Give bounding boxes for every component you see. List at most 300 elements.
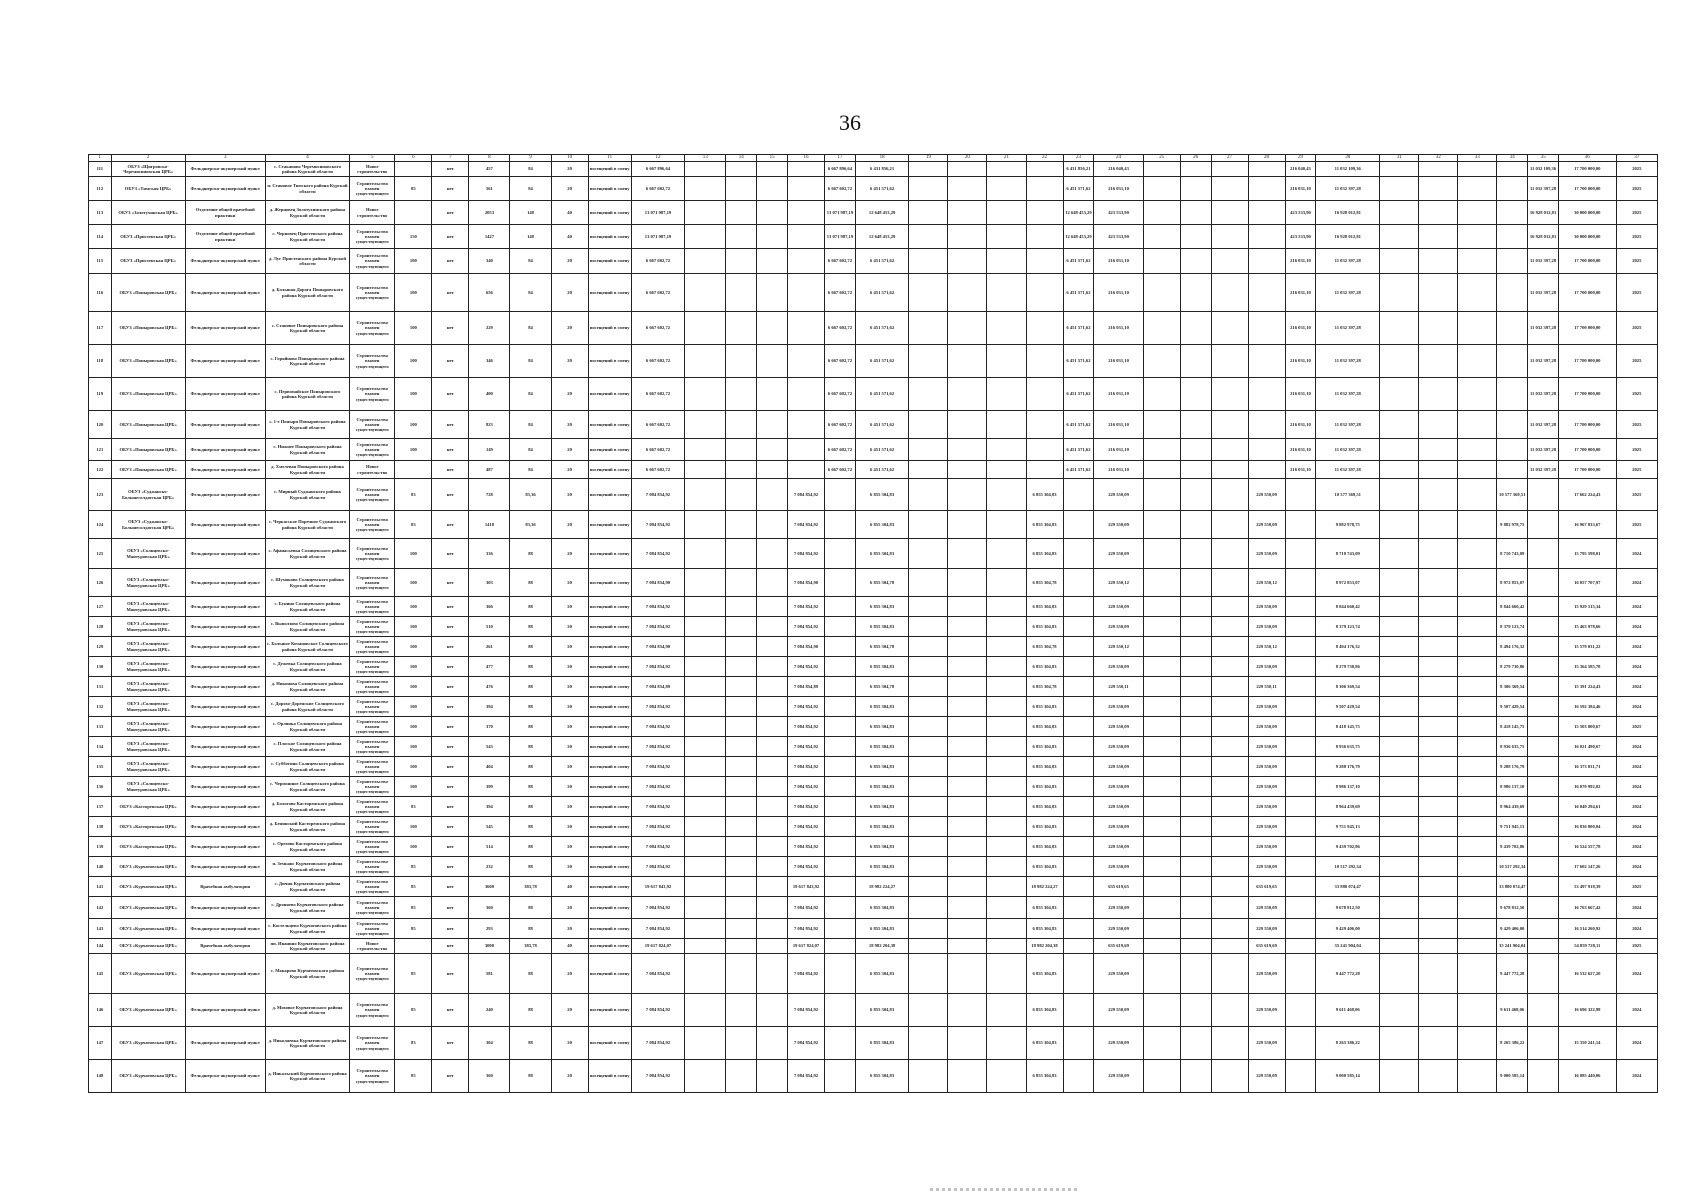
table-cell: [1380, 817, 1419, 837]
table-cell: [825, 939, 856, 954]
table-cell: 88: [510, 569, 551, 597]
table-cell: 2025: [1616, 177, 1657, 201]
table-cell: 17 700 000,00: [1559, 461, 1617, 479]
table-cell: 84: [510, 312, 551, 345]
table-cell: [987, 461, 1026, 479]
table-cell: [1528, 857, 1559, 877]
table-cell: 6 667 602,72: [825, 411, 856, 439]
table-cell: 229 550,09: [1248, 954, 1285, 994]
table-cell: [1063, 677, 1094, 697]
table-cell: [1380, 677, 1419, 697]
table-cell: [987, 539, 1026, 569]
table-cell: [1211, 994, 1248, 1027]
investment-table-sheet: [88, 154, 1658, 1093]
table-cell: [1180, 162, 1211, 177]
table-cell: Фельдшерско-акушерский пункт: [185, 637, 265, 657]
column-number-10: 10: [551, 155, 588, 162]
table-cell: [1380, 201, 1419, 225]
table-cell: [788, 345, 825, 378]
table-cell: 8 279 730,86: [1497, 657, 1528, 677]
table-cell: 360: [469, 897, 510, 919]
table-cell: Врачебная амбулатория: [185, 939, 265, 954]
table-cell: 457: [469, 162, 510, 177]
table-cell: 8 844 660,42: [1316, 597, 1380, 617]
table-cell: 2024: [1616, 637, 1657, 657]
table-cell: 7 084 854,92: [788, 919, 825, 939]
table-cell: 7 084 854,92: [788, 897, 825, 919]
table-cell: 6 451 571,62: [1063, 249, 1094, 274]
table-cell: 400: [469, 378, 510, 411]
table-cell: Фельдшерско-акушерский пункт: [185, 249, 265, 274]
table-cell: [1458, 757, 1497, 777]
table-cell: [788, 162, 825, 177]
table-cell: Новое строительство: [350, 162, 395, 177]
table-cell: 16 763 667,42: [1559, 897, 1617, 919]
table-cell: [987, 177, 1026, 201]
table-cell: 9 447 772,28: [1316, 954, 1380, 994]
table-cell: посещений в смену: [588, 1060, 631, 1093]
table-cell: 6 667 602,72: [631, 439, 684, 461]
table-cell: 8 379 123,74: [1497, 617, 1528, 637]
table-cell: [1211, 274, 1248, 312]
table-cell: Строительство взамен существующего: [350, 378, 395, 411]
table-cell: 2025: [1616, 225, 1657, 249]
table-cell: с. Плоское Солнцевского района Курской области: [265, 737, 349, 757]
table-cell: 88: [510, 994, 551, 1027]
table-cell: [1063, 994, 1094, 1027]
table-cell: [1026, 378, 1063, 411]
table-cell: с. Выползово Солнцевского района Курской области: [265, 617, 349, 637]
table-cell: 2024: [1616, 539, 1657, 569]
table-cell: 6 855 304,78: [855, 637, 908, 657]
table-cell: 476: [469, 677, 510, 697]
table-cell: Строительство взамен существующего: [350, 225, 395, 249]
table-cell: 6 451 571,62: [1063, 378, 1094, 411]
table-cell: [1380, 597, 1419, 617]
table-cell: нет: [432, 857, 469, 877]
table-cell: 17 700 000,00: [1559, 162, 1617, 177]
table-cell: с. Бунино Солнцевского района Курской области: [265, 597, 349, 617]
table-cell: [825, 479, 856, 511]
column-number-19: 19: [909, 155, 948, 162]
table-cell: 20: [551, 657, 588, 677]
table-cell: [825, 697, 856, 717]
table-cell: [1211, 697, 1248, 717]
table-cell: ОБУЗ «Солнцевско-Мантуровская ЦРБ»: [111, 637, 185, 657]
table-cell: 6 667 602,72: [825, 249, 856, 274]
table-cell: [1497, 345, 1528, 378]
table-cell: 8 306 369,54: [1497, 677, 1528, 697]
table-cell: нет: [432, 461, 469, 479]
column-number-6: 6: [395, 155, 432, 162]
table-cell: 229 550,09: [1248, 1060, 1285, 1093]
table-cell: 100: [395, 597, 432, 617]
table-cell: нет: [432, 345, 469, 378]
table-cell: [726, 439, 757, 461]
table-cell: [1285, 597, 1316, 617]
table-cell: [909, 919, 948, 939]
table-cell: 83,36: [510, 511, 551, 539]
table-cell: 229 550,09: [1248, 511, 1285, 539]
table-cell: 17 662 224,43: [1559, 479, 1617, 511]
table-cell: 2024: [1616, 954, 1657, 994]
table-cell: 7 084 854,90: [631, 637, 684, 657]
table-cell: 7 084 854,90: [788, 569, 825, 597]
table-cell: 16 021 490,67: [1559, 737, 1617, 757]
table-cell: посещений в смену: [588, 617, 631, 637]
table-cell: 12 648 453,29: [1063, 225, 1094, 249]
table-cell: [948, 877, 987, 897]
table-cell: 100: [395, 378, 432, 411]
table-cell: 216 040,43: [1285, 162, 1316, 177]
table-cell: [685, 439, 726, 461]
table-cell: [1458, 225, 1497, 249]
table-cell: 8 972 853,07: [1316, 569, 1380, 597]
table-cell: [726, 877, 757, 897]
table-cell: 6 451 571,62: [855, 249, 908, 274]
table-cell: 116: [89, 274, 112, 312]
table-cell: 83: [395, 797, 432, 817]
table-cell: 17 700 000,00: [1559, 378, 1617, 411]
table-cell: [1285, 511, 1316, 539]
table-cell: [1497, 225, 1528, 249]
table-cell: [1380, 797, 1419, 817]
table-cell: 543: [469, 737, 510, 757]
table-cell: 6 667 602,72: [631, 378, 684, 411]
table-cell: [1458, 897, 1497, 919]
table-cell: [1528, 617, 1559, 637]
table-cell: [1285, 539, 1316, 569]
table-cell: [987, 657, 1026, 677]
table-cell: [1458, 345, 1497, 378]
table-row: [89, 312, 1658, 345]
table-cell: [685, 617, 726, 637]
table-cell: 6 855 304,83: [855, 617, 908, 637]
table-cell: 20: [551, 411, 588, 439]
table-cell: [726, 597, 757, 617]
table-cell: 88: [510, 757, 551, 777]
table-cell: [1180, 312, 1211, 345]
table-cell: [825, 777, 856, 797]
table-cell: 143: [89, 919, 112, 939]
table-cell: 88: [510, 737, 551, 757]
table-cell: [726, 378, 757, 411]
table-cell: [1026, 345, 1063, 378]
table-cell: 7 084 854,92: [631, 857, 684, 877]
table-cell: Строительство взамен существующего: [350, 439, 395, 461]
table-cell: [948, 817, 987, 837]
table-cell: [788, 411, 825, 439]
table-cell: 216 031,10: [1094, 378, 1143, 411]
table-cell: 100: [395, 677, 432, 697]
table-cell: 2024: [1616, 777, 1657, 797]
table-cell: [948, 162, 987, 177]
table-cell: 7 084 854,92: [788, 1060, 825, 1093]
table-cell: ОБУЗ «Солнцевско-Мантуровская ЦРБ»: [111, 737, 185, 757]
table-cell: [1211, 439, 1248, 461]
table-cell: [987, 817, 1026, 837]
table-cell: посещений в смену: [588, 597, 631, 617]
table-cell: 16 928 012,81: [1528, 201, 1559, 225]
table-cell: [1419, 569, 1458, 597]
table-cell: 11 032 109,36: [1316, 162, 1380, 177]
table-cell: [987, 249, 1026, 274]
table-cell: [726, 677, 757, 697]
table-cell: 20: [551, 919, 588, 939]
table-row: [89, 274, 1658, 312]
table-cell: 20: [551, 757, 588, 777]
table-cell: посещений в смену: [588, 569, 631, 597]
table-cell: [1528, 1027, 1559, 1060]
table-cell: ОБУЗ «Суджанско-Большесолдатская ЦРБ»: [111, 511, 185, 539]
table-cell: [948, 617, 987, 637]
table-cell: 13 071 987,19: [631, 225, 684, 249]
table-cell: 229 550,09: [1248, 837, 1285, 857]
table-cell: с. Большое Кочановское Солнцевского района Курской области: [265, 637, 349, 657]
table-cell: 149: [469, 439, 510, 461]
table-cell: [1458, 817, 1497, 837]
table-cell: [1211, 461, 1248, 479]
table-cell: 20: [551, 1060, 588, 1093]
table-cell: [685, 569, 726, 597]
table-cell: 100: [395, 777, 432, 797]
table-cell: 7 084 854,92: [631, 1060, 684, 1093]
table-cell: нет: [432, 994, 469, 1027]
table-cell: 232: [469, 857, 510, 877]
table-cell: [1180, 897, 1211, 919]
table-cell: [1211, 411, 1248, 439]
table-cell: 8 972 853,07: [1497, 569, 1528, 597]
table-cell: 7 084 854,92: [631, 919, 684, 939]
table-cell: 229 550,09: [1248, 817, 1285, 837]
column-number-24: 24: [1094, 155, 1143, 162]
table-cell: [1026, 225, 1063, 249]
table-cell: [1063, 511, 1094, 539]
table-cell: [726, 737, 757, 757]
table-cell: 404: [469, 757, 510, 777]
table-row: [89, 877, 1658, 897]
table-cell: посещений в смену: [588, 411, 631, 439]
table-cell: [1180, 569, 1211, 597]
table-cell: [1497, 201, 1528, 225]
table-cell: 130: [89, 657, 112, 677]
table-cell: [1248, 274, 1285, 312]
table-cell: 6 855 304,83: [855, 857, 908, 877]
table-row: [89, 817, 1658, 837]
table-cell: [1211, 225, 1248, 249]
table-cell: Отделение общей врачебной практики: [185, 201, 265, 225]
table-cell: [757, 1027, 788, 1060]
table-cell: [757, 697, 788, 717]
table-cell: 7 084 854,92: [788, 617, 825, 637]
table-cell: 100: [395, 657, 432, 677]
table-cell: [685, 249, 726, 274]
table-cell: 11 032 397,28: [1528, 177, 1559, 201]
table-cell: 35 241 904,04: [1316, 939, 1380, 954]
column-number-35: 35: [1528, 155, 1559, 162]
table-cell: п. Становое Тимского района Курской области: [265, 177, 349, 201]
table-cell: [909, 994, 948, 1027]
table-cell: [757, 837, 788, 857]
table-cell: [1497, 162, 1528, 177]
table-cell: 117: [89, 312, 112, 345]
table-cell: 216 031,10: [1094, 345, 1143, 378]
table-cell: посещений в смену: [588, 919, 631, 939]
table-cell: [1528, 677, 1559, 697]
table-cell: [1211, 919, 1248, 939]
table-cell: 7 084 854,92: [631, 817, 684, 837]
table-cell: Строительство взамен существующего: [350, 657, 395, 677]
table-cell: [948, 1060, 987, 1093]
table-cell: [1211, 817, 1248, 837]
table-cell: 17 700 000,00: [1559, 249, 1617, 274]
table-cell: 229 550,09: [1248, 797, 1285, 817]
table-cell: 6 855 304,83: [1026, 897, 1063, 919]
table-cell: [1380, 439, 1419, 461]
table-cell: 13 071 987,19: [825, 225, 856, 249]
table-cell: [1248, 378, 1285, 411]
table-cell: [757, 461, 788, 479]
table-cell: нет: [432, 539, 469, 569]
table-cell: [1380, 857, 1419, 877]
table-cell: [685, 737, 726, 757]
table-cell: 6 451 571,62: [855, 439, 908, 461]
table-cell: 11 032 397,28: [1528, 345, 1559, 378]
column-number-18: 18: [855, 155, 908, 162]
table-cell: [757, 617, 788, 637]
table-cell: [1458, 637, 1497, 657]
table-cell: Фельдшерско-акушерский пункт: [185, 954, 265, 994]
table-cell: 6 855 304,78: [855, 569, 908, 597]
table-cell: [726, 461, 757, 479]
table-cell: 30 000 000,00: [1559, 225, 1617, 249]
table-cell: посещений в смену: [588, 274, 631, 312]
table-cell: [1380, 539, 1419, 569]
table-cell: 9 439 702,86: [1316, 837, 1380, 857]
column-number-34: 34: [1497, 155, 1528, 162]
table-cell: [685, 994, 726, 1027]
table-cell: [1143, 345, 1180, 378]
table-cell: 340: [469, 249, 510, 274]
table-cell: [1419, 954, 1458, 994]
table-cell: [1063, 777, 1094, 797]
table-cell: [987, 697, 1026, 717]
table-cell: 18 982 224,27: [1026, 877, 1063, 897]
table-cell: [726, 897, 757, 919]
table-cell: [1211, 797, 1248, 817]
table-cell: ОБУЗ «Тимская ЦРБ»: [111, 177, 185, 201]
table-cell: [757, 479, 788, 511]
table-cell: 16 085 440,06: [1559, 1060, 1617, 1093]
table-cell: 137: [89, 797, 112, 817]
table-cell: 303: [469, 569, 510, 597]
table-cell: посещений в смену: [588, 954, 631, 994]
table-cell: [1180, 461, 1211, 479]
table-cell: [1211, 837, 1248, 857]
table-cell: [1380, 479, 1419, 511]
table-cell: с. Афанасьевка Солнцевского района Курской области: [265, 539, 349, 569]
column-number-1: 1: [89, 155, 112, 162]
table-cell: 2024: [1616, 677, 1657, 697]
table-cell: 229 550,09: [1094, 717, 1143, 737]
table-cell: 8 964 439,69: [1316, 797, 1380, 817]
table-cell: [1458, 597, 1497, 617]
table-cell: с. Становое Поныровского района Курской области: [265, 312, 349, 345]
table-cell: 113: [89, 201, 112, 225]
table-cell: Фельдшерско-акушерский пункт: [185, 539, 265, 569]
table-cell: [788, 177, 825, 201]
table-cell: 11 032 397,28: [1316, 249, 1380, 274]
table-cell: ОБУЗ «Пристенская ЦРБ»: [111, 249, 185, 274]
table-cell: [685, 1060, 726, 1093]
table-cell: [987, 617, 1026, 637]
table-cell: 216 031,10: [1285, 461, 1316, 479]
table-cell: [1063, 737, 1094, 757]
table-cell: д. Жерновец Золотухинского района Курской области: [265, 201, 349, 225]
table-cell: 7 084 854,92: [631, 797, 684, 817]
table-cell: [726, 617, 757, 637]
table-cell: [1380, 345, 1419, 378]
table-cell: [1419, 737, 1458, 757]
column-number-37: 37: [1616, 155, 1657, 162]
table-cell: 216 031,10: [1285, 177, 1316, 201]
table-cell: [825, 717, 856, 737]
table-cell: [1180, 717, 1211, 737]
table-cell: [757, 954, 788, 994]
table-cell: 2025: [1616, 439, 1657, 461]
table-cell: 111: [89, 162, 112, 177]
table-cell: 6 667 896,64: [825, 162, 856, 177]
table-cell: 2025: [1616, 461, 1657, 479]
table-cell: 20: [551, 162, 588, 177]
table-cell: [726, 994, 757, 1027]
table-cell: посещений в смену: [588, 877, 631, 897]
table-cell: посещений в смену: [588, 249, 631, 274]
table-cell: 54 859 728,11: [1559, 939, 1617, 954]
table-cell: [757, 177, 788, 201]
table-cell: [757, 511, 788, 539]
table-cell: Новое строительство: [350, 201, 395, 225]
table-cell: [1143, 539, 1180, 569]
table-cell: [1458, 378, 1497, 411]
table-cell: 11 032 397,28: [1316, 274, 1380, 312]
table-cell: [1285, 837, 1316, 857]
table-cell: 15 795 598,01: [1559, 539, 1617, 569]
column-number-31: 31: [1380, 155, 1419, 162]
table-cell: 6 855 304,83: [1026, 479, 1063, 511]
table-cell: [987, 479, 1026, 511]
column-number-22: 22: [1026, 155, 1063, 162]
table-cell: ОБУЗ «Суджанско-Большесолдатская ЦРБ»: [111, 479, 185, 511]
table-cell: [1180, 345, 1211, 378]
table-cell: [1143, 249, 1180, 274]
table-cell: 6 855 304,83: [1026, 797, 1063, 817]
table-cell: Строительство взамен существующего: [350, 312, 395, 345]
table-cell: 11 032 397,28: [1528, 378, 1559, 411]
table-cell: нет: [432, 312, 469, 345]
table-cell: ОБУЗ «Курчатовская ЦРБ»: [111, 919, 185, 939]
table-cell: 229 550,09: [1094, 617, 1143, 637]
table-cell: Строительство взамен существующего: [350, 637, 395, 657]
table-cell: [757, 657, 788, 677]
table-cell: 6 667 602,72: [631, 411, 684, 439]
table-cell: 6 667 602,72: [631, 177, 684, 201]
table-cell: 100: [395, 411, 432, 439]
table-cell: 16 049 294,61: [1559, 797, 1617, 817]
table-cell: [1211, 201, 1248, 225]
table-cell: [1143, 225, 1180, 249]
table-cell: посещений в смену: [588, 378, 631, 411]
